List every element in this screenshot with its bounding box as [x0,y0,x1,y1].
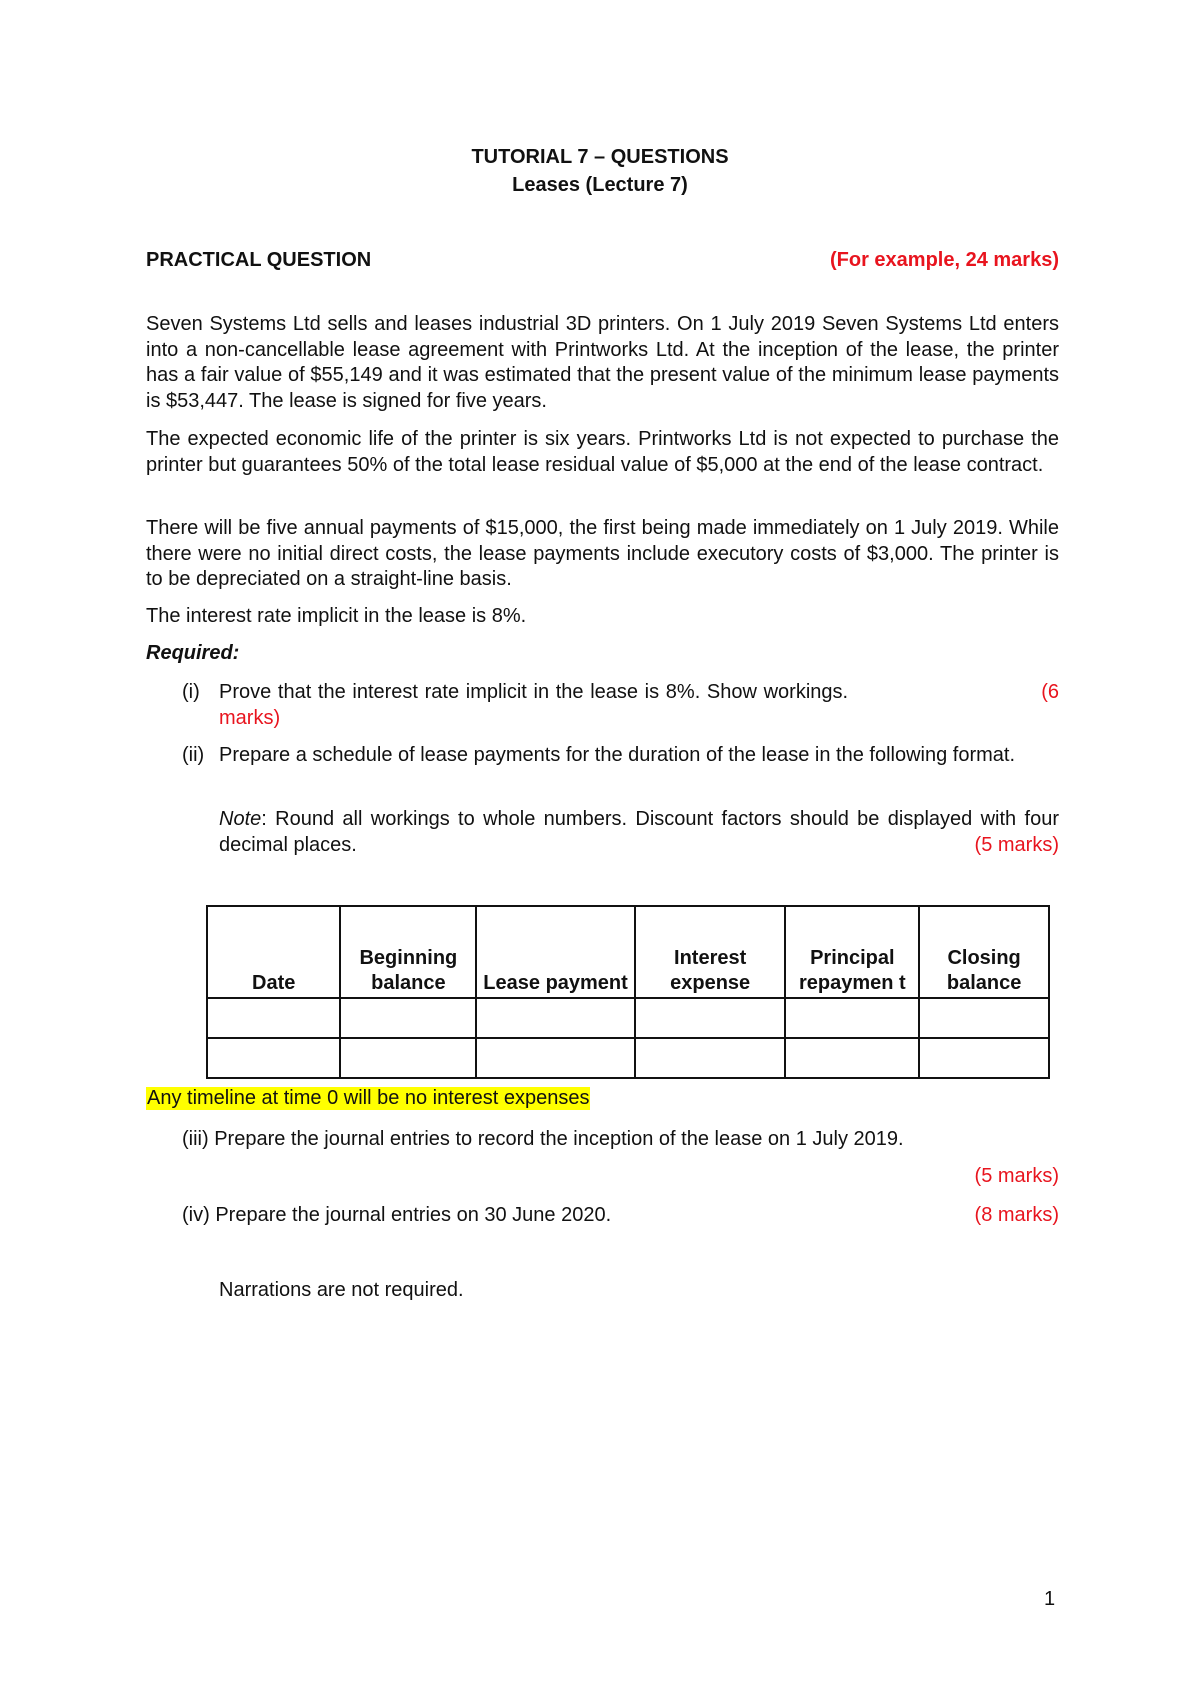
column-header-lease-payment: Lease payment [476,906,635,998]
narrations-note: Narrations are not required. [219,1279,464,1301]
paragraph-economic-life: The expected economic life of the printer is six years. Printworks Ltd is not expected to purchase the printer but guarantees 50% of the total lease residual value of $5,000 at the end of the lease contract. [146,428,1059,476]
item-number: (ii) [182,744,205,766]
item-body [219,680,1059,731]
table-cell [340,998,476,1038]
column-header-closing-balance: Closing balance [919,906,1049,998]
column-header-beginning-balance: Beginning balance [340,906,476,998]
paragraph-lease-intro: Seven Systems Ltd sells and leases industrial 3D printers. On 1 July 2019 Seven Systems Ltd enters into a non-cancellable lease agreement with Printworks Ltd. At the inception of the lease, the printer has a fair value of $55,149 and it was estimated that the present value of the minimum lease payments is $53,447. The lease is signed for five years. [146,313,1059,412]
table-cell [207,1038,340,1078]
item-text: Prepare a schedule of lease payments for the duration of the lease in the following format. [219,744,1016,766]
question-item-iv [182,1203,1059,1229]
item-marks: (5 marks) [974,1165,1059,1187]
note-marks: (5 marks) [974,833,1059,856]
section-heading [146,249,1059,272]
item-number: (iv) [182,1204,210,1226]
question-item-i [182,680,1059,731]
item-number: (iii) [182,1128,209,1150]
table-cell [919,1038,1049,1078]
question-item-ii [182,743,1059,769]
table-cell [207,998,340,1038]
table-cell [785,1038,919,1078]
table-cell [476,998,635,1038]
note-rounding [219,807,1059,858]
lease-schedule-table [206,905,1050,1079]
required-label: Required: [146,642,240,664]
highlighted-annotation: Any timeline at time 0 will be no interest expenses [147,1087,590,1109]
table-cell [635,1038,786,1078]
table-cell [785,998,919,1038]
column-header-date: Date [207,906,340,998]
paragraph-payments: There will be five annual payments of $15,000, the first being made immediately on 1 July 2019. While there were no initial direct costs, the lease payments include executory costs of $3,000. The printer is to be depreciated on a straight-line basis. [146,517,1059,590]
table-row [207,998,1049,1038]
item-text: Prove that the interest rate implicit in the lease is 8%. Show workings. [219,681,849,703]
note-text: : Round all workings to whole numbers. Discount factors should be displayed with four decimal places. [219,808,1059,856]
table-cell [635,998,786,1038]
item-marks: (6 marks) [219,681,1059,729]
table-cell [340,1038,476,1078]
item-text: Prepare the journal entries on 30 June 2020. [215,1204,612,1226]
question-item-iii [182,1127,1059,1153]
page-title: TUTORIAL 7 – QUESTIONS [471,146,729,168]
column-header-interest-expense: Interest expense [635,906,786,998]
table-cell [476,1038,635,1078]
table-cell [919,998,1049,1038]
column-header-principal-repayment: Principal repaymen t [785,906,919,998]
item-number: (i) [182,681,200,703]
table-row [207,1038,1049,1078]
section-heading-label: PRACTICAL QUESTION [146,249,372,271]
note-label: Note [219,808,262,830]
item-marks: (8 marks) [974,1204,1059,1226]
section-total-marks: (For example, 24 marks) [830,249,1059,271]
item-text: Prepare the journal entries to record the inception of the lease on 1 July 2019. [214,1128,904,1150]
table-header-row [207,906,1049,998]
page-subtitle: Leases (Lecture 7) [512,174,688,196]
paragraph-interest-rate: The interest rate implicit in the lease is 8%. [146,605,527,627]
page-number: 1 [1044,1588,1056,1610]
